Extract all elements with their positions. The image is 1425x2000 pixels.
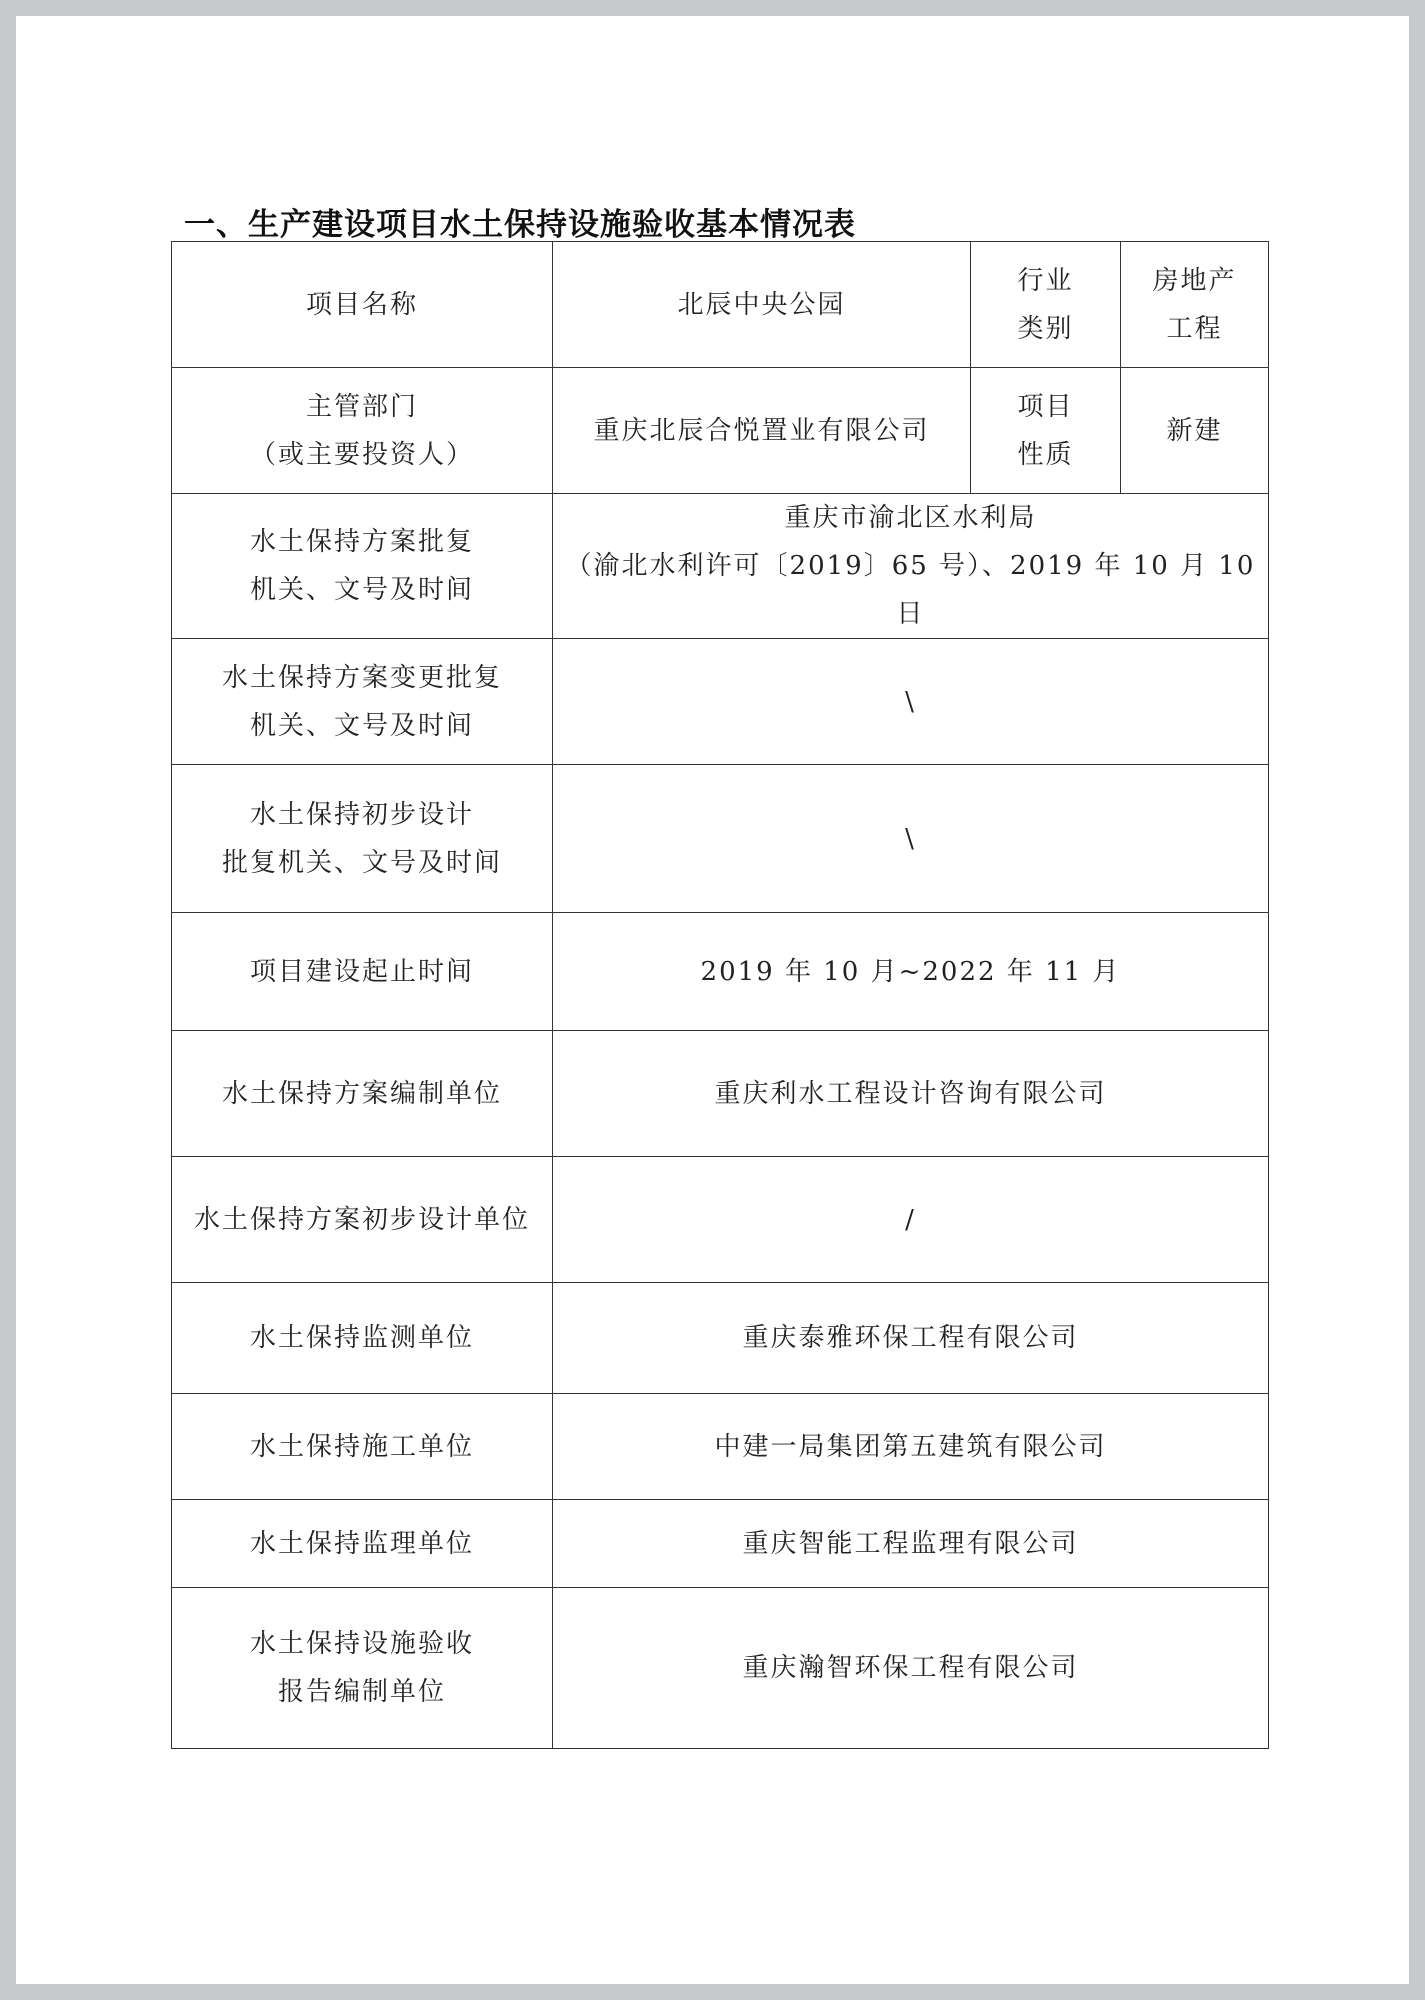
plan-approval-value: 重庆市渝北区水利局 （渝北水利许可〔2019〕65 号）、2019 年 10 月 10 日 — [553, 494, 1269, 639]
table-row — [172, 1588, 1269, 1749]
industry-label: 行业 类别 — [971, 242, 1121, 368]
plan-compiler-value: 重庆利水工程设计咨询有限公司 — [553, 1031, 1269, 1157]
monitoring-unit-value: 重庆泰雅环保工程有限公司 — [553, 1283, 1269, 1394]
report-unit-label: 水土保持设施验收 报告编制单位 — [172, 1588, 553, 1749]
table-row — [172, 913, 1269, 1031]
plan-approval-label: 水土保持方案批复 机关、文号及时间 — [172, 494, 553, 639]
department-value: 重庆北辰合悦置业有限公司 — [553, 368, 971, 494]
table-row — [172, 1031, 1269, 1157]
prelim-design-approval-label: 水土保持初步设计 批复机关、文号及时间 — [172, 765, 553, 913]
construction-unit-label: 水土保持施工单位 — [172, 1394, 553, 1500]
project-name-label: 项目名称 — [172, 242, 553, 368]
table-row — [172, 639, 1269, 765]
nature-label: 项目 性质 — [971, 368, 1121, 494]
project-name-value: 北辰中央公园 — [553, 242, 971, 368]
plan-compiler-label: 水土保持方案编制单位 — [172, 1031, 553, 1157]
document-page — [16, 16, 1409, 1984]
construction-unit-value: 中建一局集团第五建筑有限公司 — [553, 1394, 1269, 1500]
report-unit-value: 重庆瀚智环保工程有限公司 — [553, 1588, 1269, 1749]
prelim-design-unit-label: 水土保持方案初步设计单位 — [172, 1157, 553, 1283]
department-label: 主管部门 （或主要投资人） — [172, 368, 553, 494]
section-title: 一、生产建设项目水土保持设施验收基本情况表 — [184, 207, 856, 243]
nature-value: 新建 — [1121, 368, 1269, 494]
construction-period-value: 2019 年 10 月~2022 年 11 月 — [553, 913, 1269, 1031]
table-row — [172, 1394, 1269, 1500]
table-row — [172, 1500, 1269, 1588]
monitoring-unit-label: 水土保持监测单位 — [172, 1283, 553, 1394]
table-row — [172, 1157, 1269, 1283]
plan-change-approval-value: \ — [553, 639, 1269, 765]
prelim-design-unit-value: / — [553, 1157, 1269, 1283]
industry-value: 房地产 工程 — [1121, 242, 1269, 368]
basic-info-table — [171, 241, 1269, 1749]
table-row — [172, 765, 1269, 913]
plan-change-approval-label: 水土保持方案变更批复 机关、文号及时间 — [172, 639, 553, 765]
table-row — [172, 1283, 1269, 1394]
table-row — [172, 242, 1269, 368]
supervision-unit-label: 水土保持监理单位 — [172, 1500, 553, 1588]
prelim-design-approval-value: \ — [553, 765, 1269, 913]
supervision-unit-value: 重庆智能工程监理有限公司 — [553, 1500, 1269, 1588]
table-row — [172, 494, 1269, 639]
table-row — [172, 368, 1269, 494]
construction-period-label: 项目建设起止时间 — [172, 913, 553, 1031]
